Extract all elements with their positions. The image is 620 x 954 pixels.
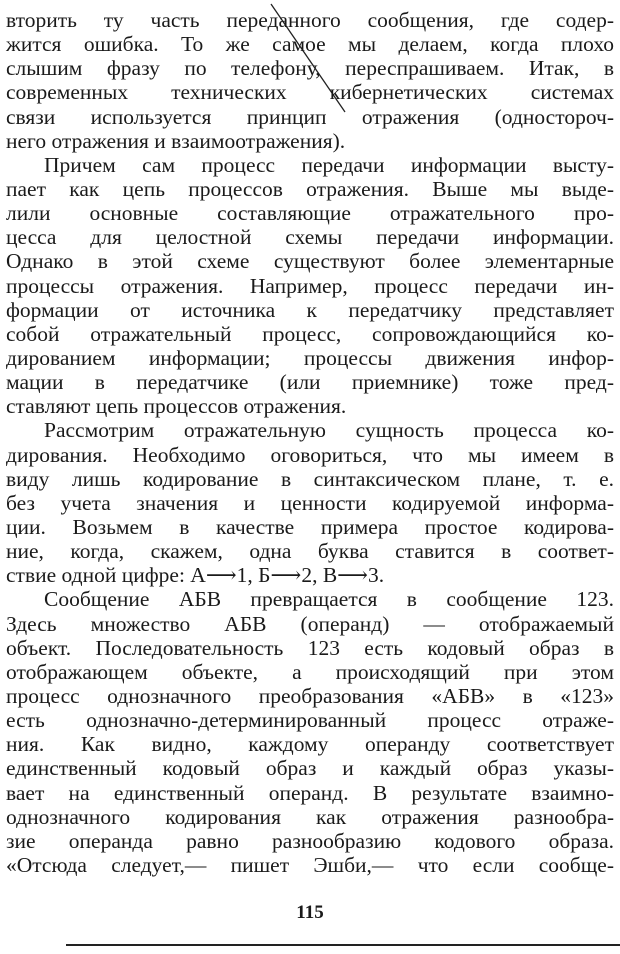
text-line: связи используется принцип отражения (одностороч- bbox=[6, 104, 614, 129]
text-line: дированием информации; процессы движения инфор- bbox=[6, 345, 614, 370]
text-line: виду лишь кодирование в синтаксическом плане, т. е. bbox=[6, 466, 614, 491]
text-line: процесс однозначного преобразования «АБВ» в «123» bbox=[6, 683, 614, 708]
paragraph-start: Рассмотрим отражательную сущность процесса ко- bbox=[44, 418, 614, 443]
text-line: лили основные составляющие отражательного про- bbox=[6, 201, 614, 226]
text-line: ствие одной цифре: А⟶1, Б⟶2, В⟶3. bbox=[6, 563, 385, 588]
text-line: единственный кодовый образ и каждый образ указы- bbox=[6, 756, 614, 781]
bottom-rule bbox=[66, 944, 620, 946]
text-line: вает на единственный операнд. В результате взаимно- bbox=[6, 780, 614, 805]
text-line: есть однозначно-детерминированный процесс отраже- bbox=[6, 708, 614, 733]
text-line: ния. Как видно, каждому операнду соответствует bbox=[6, 732, 614, 757]
page-number: 115 bbox=[296, 902, 324, 923]
text-line: цесса для целостной схемы передачи информации. bbox=[6, 225, 614, 250]
text-line: формации от источника к передатчику представляет bbox=[6, 297, 614, 322]
text-line: собой отражательный процесс, сопровождающийся ко- bbox=[6, 321, 614, 346]
body-text bbox=[6, 8, 614, 877]
paragraph-start: Сообщение АБВ превращается в сообщение 123. bbox=[44, 587, 614, 612]
text-line: слышим фразу по телефону, переспрашиваем. Итак, в bbox=[6, 56, 614, 81]
text-line: зие операнда равно разнообразию кодового образа. bbox=[6, 828, 614, 853]
text-line: процессы отражения. Например, процесс передачи ин- bbox=[6, 273, 614, 298]
text-line: мации в передатчике (или приемнике) тоже пред- bbox=[6, 370, 614, 395]
text-line: пает как цепь процессов отражения. Выше мы выде- bbox=[6, 176, 614, 201]
text-line: ции. Возьмем в качестве примера простое кодирова- bbox=[6, 514, 614, 539]
text-line: жится ошибка. То же самое мы делаем, когда плохо bbox=[6, 32, 614, 57]
text-line: без учета значения и ценности кодируемой информа- bbox=[6, 490, 614, 515]
text-line: ставляют цепь процессов отражения. bbox=[6, 394, 347, 419]
paragraph-start: Причем сам процесс передачи информации высту- bbox=[44, 152, 614, 177]
text-line: отображающем объекте, а происходящий при этом bbox=[6, 659, 614, 684]
text-line: однозначного кодирования как отражения разнообра- bbox=[6, 804, 614, 829]
text-line: Однако в этой схеме существуют более элементарные bbox=[6, 249, 614, 274]
text-line: «Отсюда следует,— пишет Эшби,— что если сообще- bbox=[6, 852, 614, 877]
text-line: Здесь множество АБВ (операнд) — отображаемый bbox=[6, 611, 614, 636]
text-line: современных технических кибернетических системах bbox=[6, 80, 614, 105]
text-line: дирования. Необходимо оговориться, что мы имеем в bbox=[6, 442, 614, 467]
text-line: вторить ту часть переданного сообщения, где содер- bbox=[6, 8, 614, 32]
text-line: ние, когда, скажем, одна буква ставится в соответ- bbox=[6, 539, 614, 564]
text-line: объект. Последовательность 123 есть кодовый образ в bbox=[6, 635, 614, 660]
text-line: него отражения и взаимоотражения). bbox=[6, 128, 346, 153]
